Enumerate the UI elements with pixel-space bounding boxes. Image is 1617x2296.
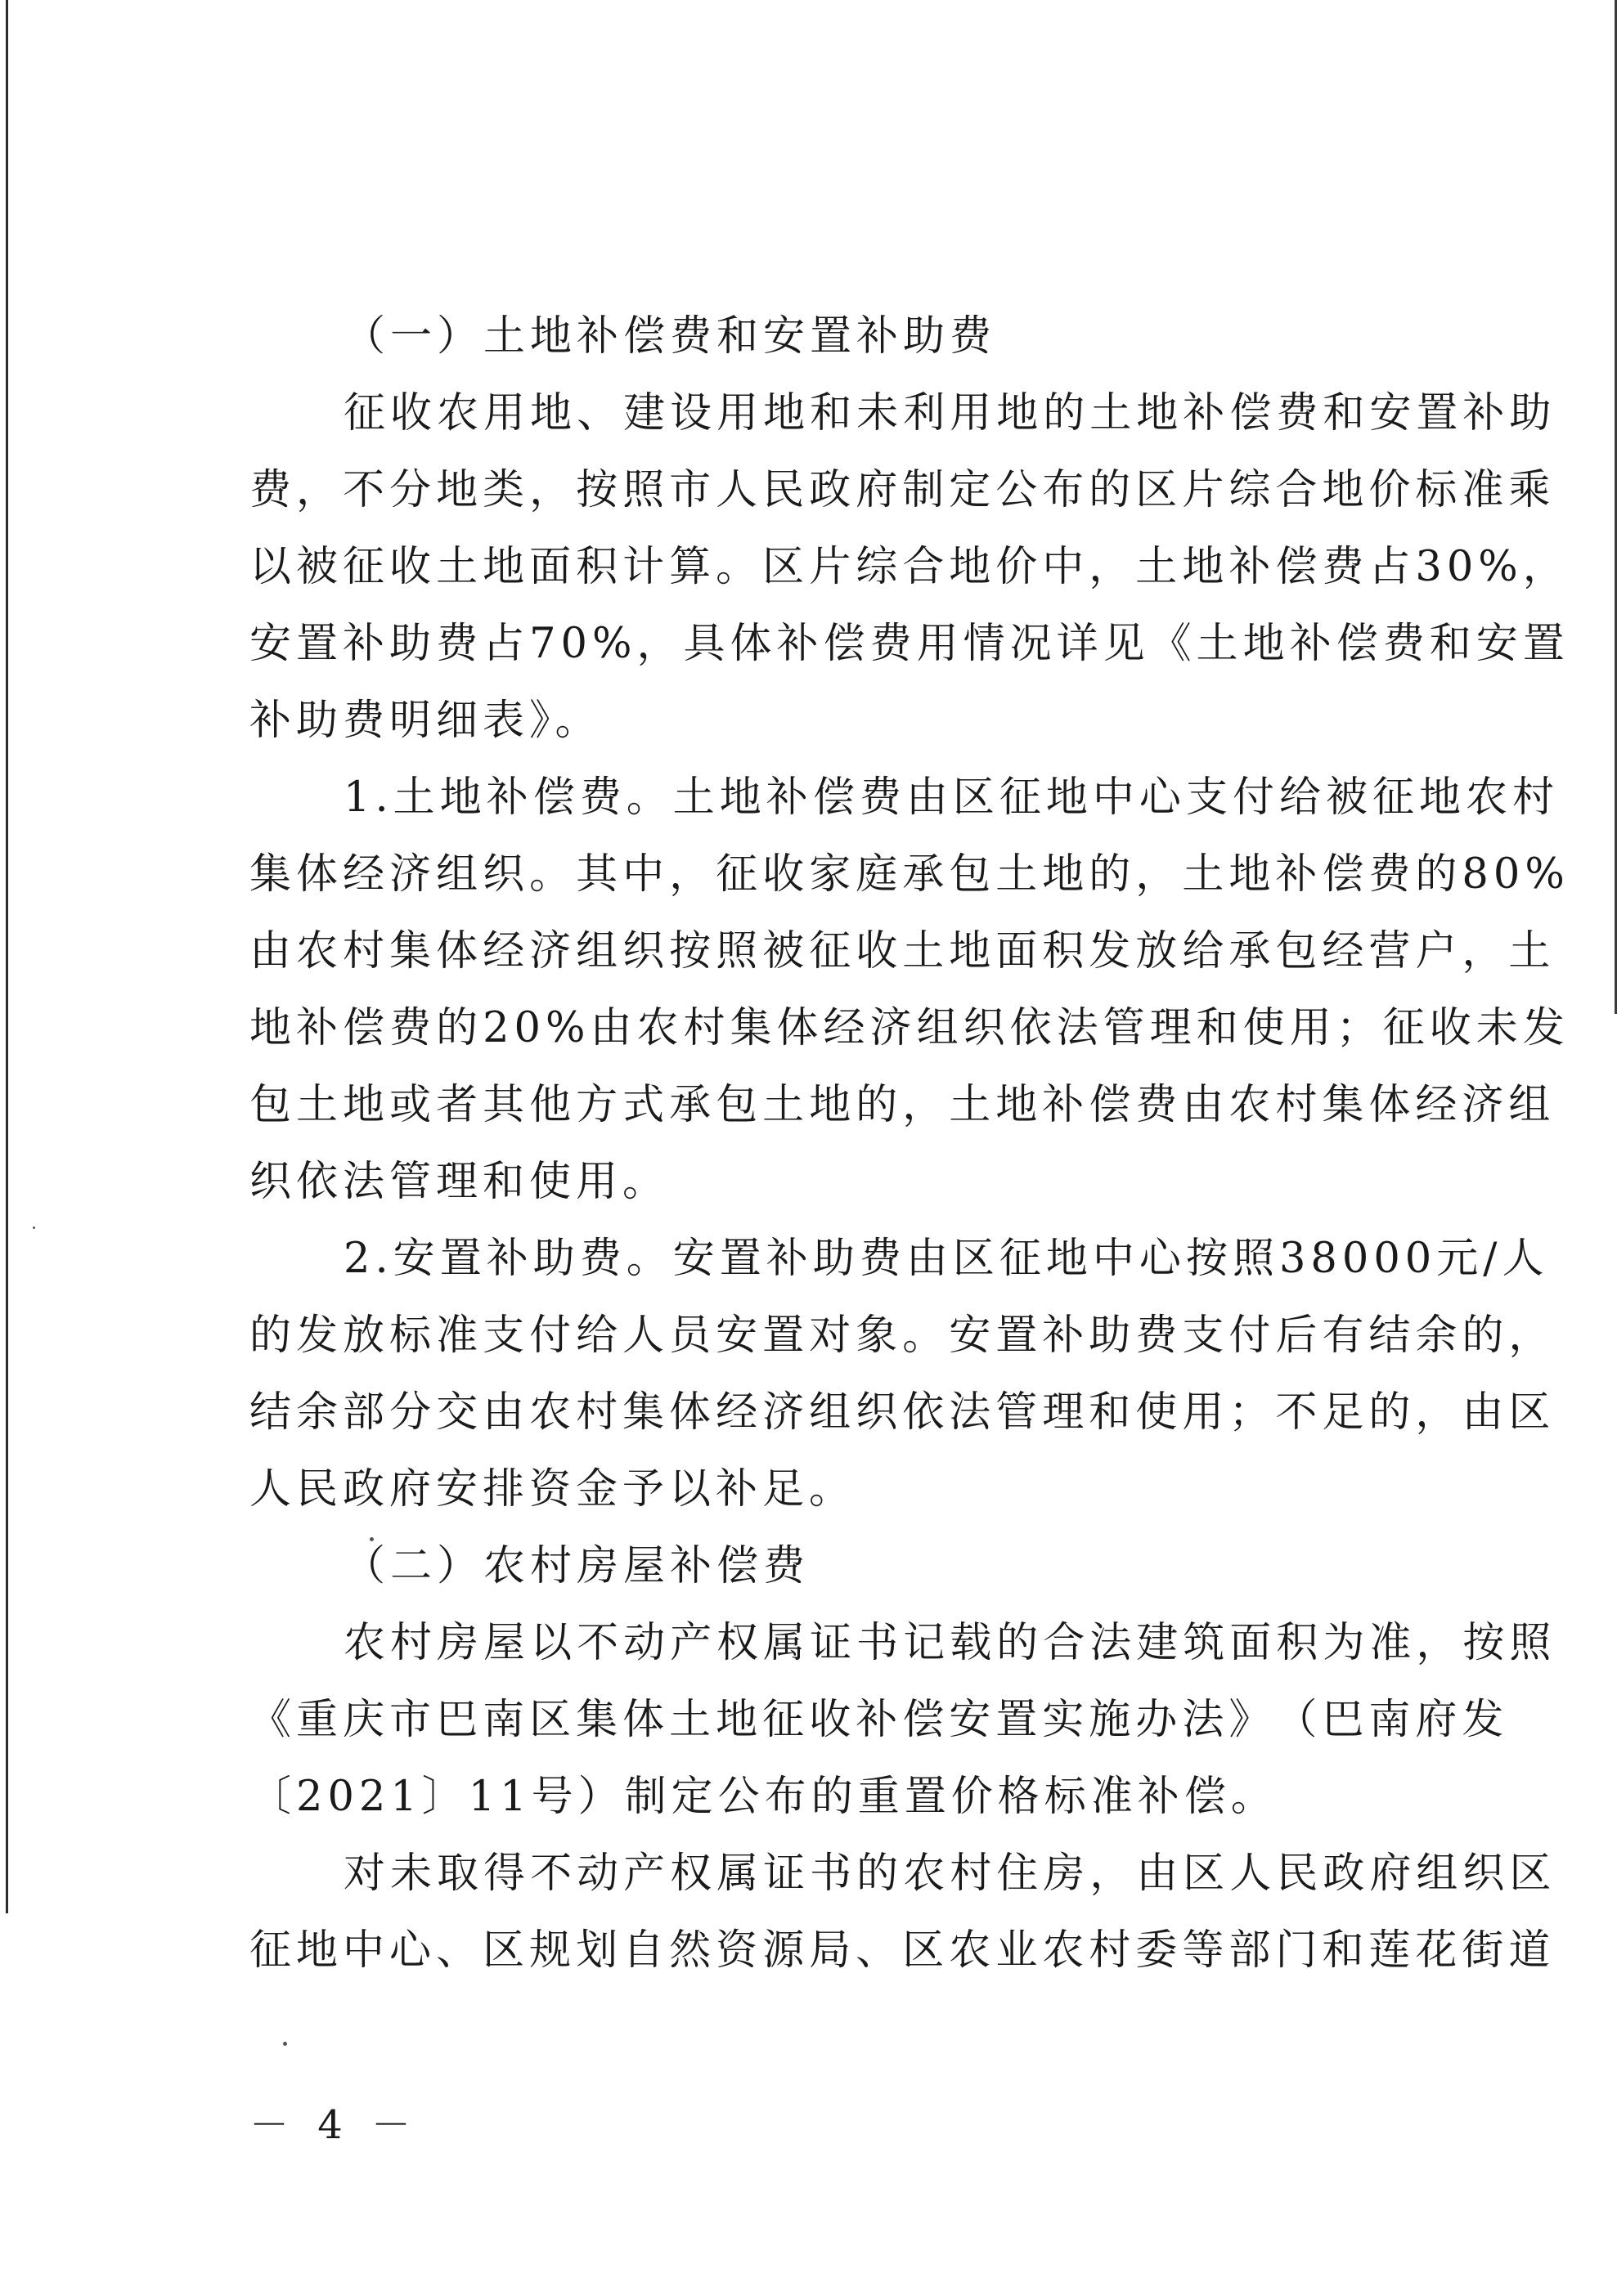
paragraph-resettlement-subsidy [249, 1221, 1556, 1528]
section-heading-1: （一）土地补偿费和安置补助费 [344, 312, 997, 361]
text-line: 2 . 安 置 补 助 费 。 安 置 补 助 费 由 区 征 地 中 心 按 照 3 8 0 0 0 元 / 人 [344, 1235, 1549, 1283]
text-line: 以 被 征 收 土 地 面 积 计 算 。 区 片 综 合 地 价 中 ， 土 地 补 偿 费 占 3 0 % ， [249, 543, 1570, 591]
document-body [249, 298, 1570, 1989]
scan-speck [33, 1226, 35, 1229]
text-line: 补助费明细表》。 [249, 697, 602, 745]
text-line: 费 ， 不 分 地 类 ， 按 照 市 人 民 政 府 制 定 公 布 的 区 片 综 合 地 价 标 准 乘 [249, 466, 1556, 514]
paragraph-uncertified-housing [249, 1836, 1556, 1989]
scan-edge-left [6, 0, 8, 1913]
text-line: 包 土 地 或 者 其 他 方 式 承 包 土 地 的 ， 土 地 补 偿 费 由 农 村 集 体 经 济 组 [249, 1081, 1556, 1129]
text-line: 集 体 经 济 组 织 。 其 中 ， 征 收 家 庭 承 包 土 地 的 ， 土 地 补 偿 费 的 8 0 % [249, 850, 1570, 899]
text-line: 织依法管理和使用。 [249, 1158, 670, 1206]
paragraph-land-compensation [249, 760, 1570, 1221]
page-number: － 4 － [249, 2102, 420, 2148]
text-line: 安 置 补 助 费 占 7 0 % ， 具 体 补 偿 费 用 情 况 详 见 《 土 地 补 偿 费 和 安 置 [249, 620, 1570, 668]
scan-speck [283, 2042, 287, 2046]
paragraph-housing-compensation [249, 1605, 1556, 1836]
text-line: 〔2021〕11号）制定公布的重置价格标准补偿。 [249, 1773, 1278, 1821]
text-line: 征 地 中 心 、 区 规 划 自 然 资 源 局 、 区 农 业 农 村 委 等 部 门 和 莲 花 街 道 [249, 1926, 1556, 1975]
text-line: 结 余 部 分 交 由 农 村 集 体 经 济 组 织 依 法 管 理 和 使 用 ； 不 足 的 ， 由 区 [249, 1388, 1556, 1437]
text-line: 《 重 庆 市 巴 南 区 集 体 土 地 征 收 补 偿 安 置 实 施 办 法 》 （ 巴 南 府 发 [249, 1696, 1509, 1744]
text-line: 1 . 土 地 补 偿 费 。 土 地 补 偿 费 由 区 征 地 中 心 支 付 给 被 征 地 农 村 [344, 774, 1560, 822]
text-line: 由 农 村 集 体 经 济 组 织 按 照 被 征 收 土 地 面 积 发 放 给 承 包 经 营 户 ， 土 [249, 927, 1556, 975]
text-line: 地 补 偿 费 的 2 0 % 由 农 村 集 体 经 济 组 织 依 法 管 理 和 使 用 ； 征 收 未 发 [249, 1004, 1570, 1052]
section-heading-2: （二）农村房屋补偿费 [344, 1542, 811, 1590]
text-line: 的 发 放 标 准 支 付 给 人 员 安 置 对 象 。 安 置 补 助 费 支 付 后 有 结 余 的 ， [249, 1312, 1556, 1360]
text-line: 人民政府安排资金予以补足。 [249, 1465, 856, 1513]
text-line: 征 收 农 用 地 、 建 设 用 地 和 未 利 用 地 的 土 地 补 偿 费 和 安 置 补 助 [344, 389, 1556, 437]
paragraph-compensation-overview [249, 375, 1570, 760]
text-line: 农 村 房 屋 以 不 动 产 权 属 证 书 记 载 的 合 法 建 筑 面 积 为 准 ， 按 照 [344, 1619, 1556, 1667]
text-line: 对 未 取 得 不 动 产 权 属 证 书 的 农 村 住 房 ， 由 区 人 民 政 府 组 织 区 [344, 1850, 1556, 1898]
